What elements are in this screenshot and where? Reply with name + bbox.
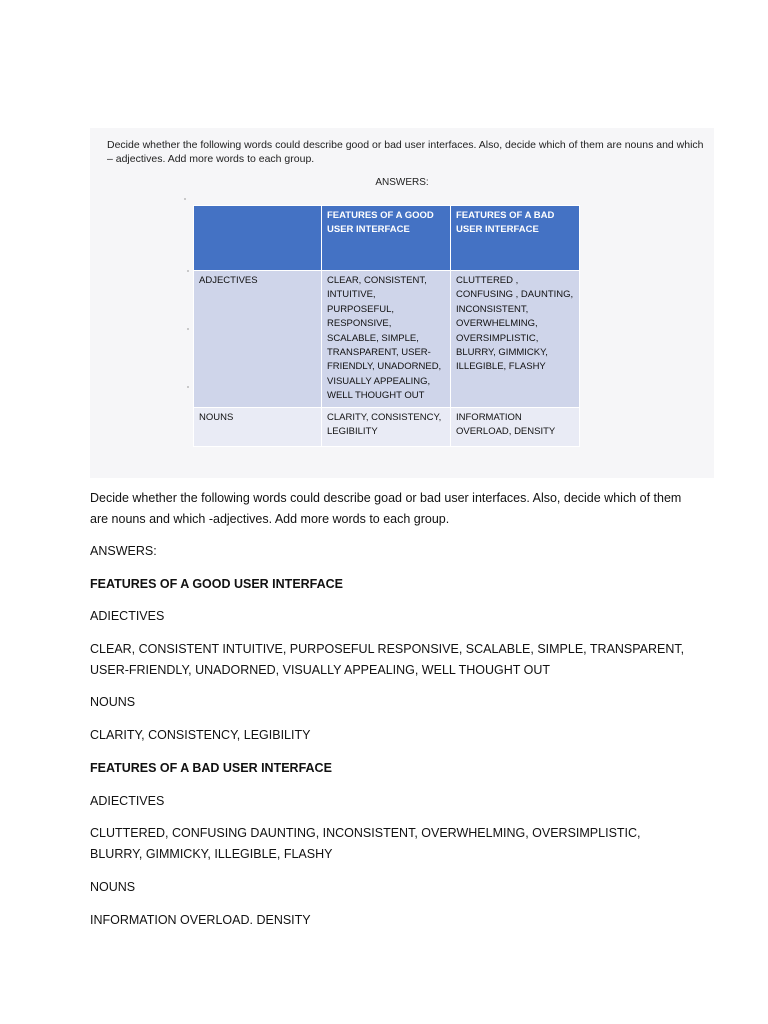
- bad-nouns-list: INFORMATION OVERLOAD. DENSITY: [90, 913, 311, 927]
- selection-handle: [187, 386, 189, 388]
- good-nouns-label: NOUNS: [90, 695, 136, 709]
- bad-adjectives-label: ADIECTIVES: [90, 794, 165, 808]
- table-cell: CLUTTERED , CONFUSING , DAUNTING, INCONSISTENT, OVERWHELMING, OVERSIMPLISTIC, BLURRY, GIMMICKY, ILLEGIBLE, FLASHY: [451, 271, 580, 408]
- selection-handle: [184, 198, 186, 200]
- table-header-cell: [194, 206, 322, 271]
- table-cell: CLEAR, CONSISTENT, INTUITIVE, PURPOSEFUL, RESPONSIVE, SCALABLE, SIMPLE, TRANSPARENT, USER-FRIENDLY, UNADORNED, VISUALLY APPEALING, WELL THOUGHT OUT: [322, 271, 451, 408]
- table-cell: INFORMATION OVERLOAD, DENSITY: [451, 407, 580, 446]
- table-header-cell: FEATURES OF A BAD USER INTERFACE: [451, 206, 580, 271]
- instructions-paragraph: Decide whether the following words could describe goad or bad user interfaces. Also, decide which of them are nouns and which -adjectives. Add more words to each group.: [90, 491, 682, 526]
- answers-label: ANSWERS:: [90, 544, 157, 558]
- good-nouns-list: CLARITY, CONSISTENCY, LEGIBILITY: [90, 728, 311, 742]
- good-adjectives-list: CLEAR, CONSISTENT INTUITIVE, PURPOSEFUL RESPONSIVE, SCALABLE, SIMPLE, TRANSPARENT, USER-FRIENDLY, UNADORNED, VISUALLY APPEALING, WELL THOUGHT OUT: [90, 642, 685, 677]
- bad-features-heading: FEATURES OF A BAD USER INTERFACE: [90, 761, 332, 775]
- selection-handle: [187, 328, 189, 330]
- table-cell: ADJECTIVES: [194, 271, 322, 408]
- bad-nouns-label: NOUNS: [90, 880, 136, 894]
- answer-table: [193, 205, 580, 447]
- selection-handle: [187, 270, 189, 272]
- good-features-heading: FEATURES OF A GOOD USER INTERFACE: [90, 577, 344, 591]
- table-row: [194, 271, 580, 408]
- bad-adjectives-list: CLUTTERED, CONFUSING DAUNTING, INCONSISTENT, OVERWHELMING, OVERSIMPLISTIC, BLURRY, GIMMICKY, ILLEGIBLE, FLASHY: [90, 826, 641, 861]
- table-cell: CLARITY, CONSISTENCY, LEGIBILITY: [322, 407, 451, 446]
- good-adjectives-label: ADIECTIVES: [90, 609, 165, 623]
- table-cell: NOUNS: [194, 407, 322, 446]
- image-instructions: Decide whether the following words could describe good or bad user interfaces. Also, decide which of them are nouns and which – adjectives. Add more words to each group.: [107, 139, 704, 165]
- table-header-cell: FEATURES OF A GOOD USER INTERFACE: [322, 206, 451, 271]
- table-header-row: [194, 206, 580, 271]
- embedded-screenshot: [90, 128, 714, 478]
- image-answers-label: ANSWERS:: [375, 177, 429, 188]
- table-row: [194, 407, 580, 446]
